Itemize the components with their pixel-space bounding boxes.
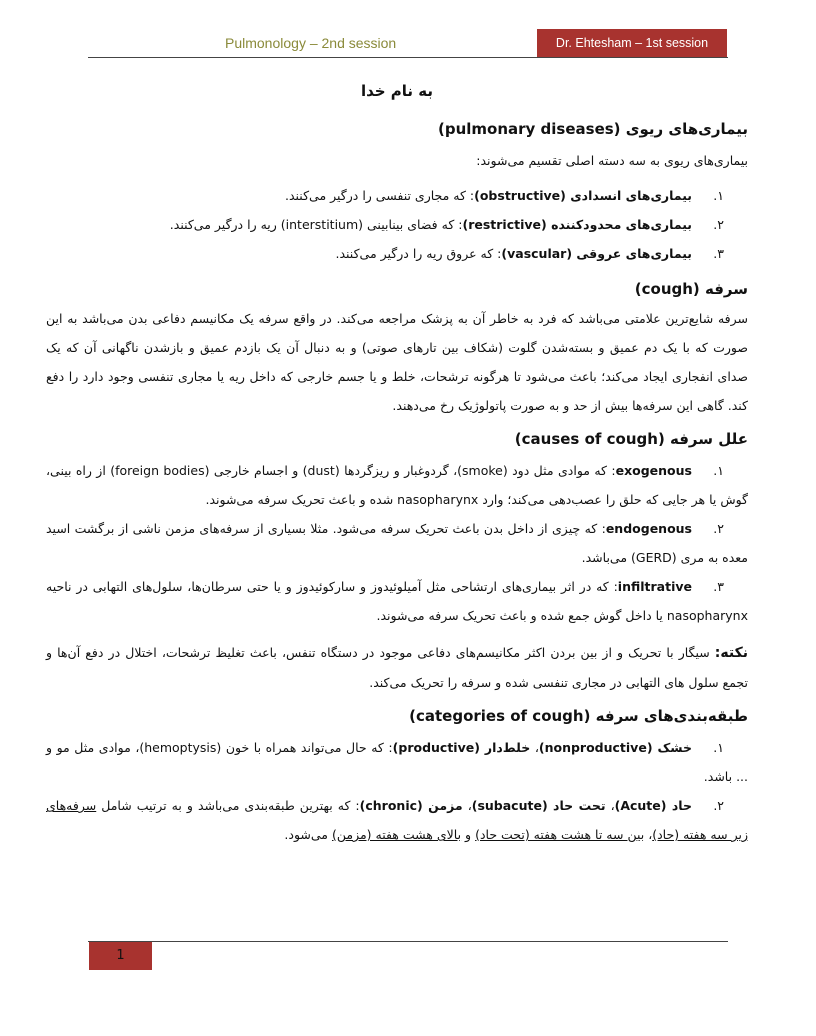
heading-causes-of-cough: علل سرفه (causes of cough) [514, 430, 748, 448]
categories-list [46, 733, 748, 849]
page-number: 1 [89, 942, 152, 970]
pulmonary-list [46, 181, 748, 268]
heading-pulmonary-diseases: بیماری‌های ریوی (pulmonary diseases) [437, 120, 748, 138]
list-item: ۳.infiltrative: که در اثر بیماری‌های ارتشاحی مثل آمیلوئیدوز و سارکوئیدوز و یا حتی سرطان‌ها، سلول‌های التهابی در ناحیه nasopharynx یا داخل گوش جمع شده و باعث تحریک سرفه می‌شوند. [46, 579, 748, 623]
heading-cough: سرفه (cough) [634, 280, 748, 298]
list-item: ۳.بیماری‌های عروقی (vascular): که عروق ریه را درگیر می‌کنند. [335, 246, 724, 261]
causes-list [46, 456, 748, 630]
bismillah-title: به نام خدا [360, 82, 434, 100]
cough-paragraph: سرفه شایع‌ترین علامتی می‌باشد که فرد به خاطر آن به پزشک مراجعه می‌کند. در واقع سرفه یک مکانیسم دفاعی بدن می‌باشد به این صورت که با یک دم عمیق و بسته‌شدن گلوت (شکاف بین تارهای صوتی) و به دنبال آن یک بازدم عمیق و بازشدن ناگهانی آن که یک صدای انفجاری ایجاد می‌کند؛ باعث می‌شود تا هرگونه ترشحات، خلط و یا جسم خارجی که داخل ریه یا مجاری تنفسی وجود دارد را دفع کند. گاهی این سرفه‌ها بیش از حد و به صورت پاتولوژیک رخ می‌دهند. [46, 311, 748, 413]
note-label: نکته: [714, 645, 748, 661]
list-item: ۱.exogenous: که موادی مثل دود (smoke)، گردوغبار و ریزگردها (dust) و اجسام خارجی (foreign bodies) از راه بینی، گوش یا هر جایی که حلق را عصب‌دهی می‌کند؛ وارد nasopharynx شده و باعث تحریک سرفه می‌شوند. [46, 463, 748, 507]
header-course-title: Pulmonology – 2nd session [225, 35, 397, 51]
header-session-badge: Dr. Ehtesham – 1st session [537, 29, 727, 58]
document-body [46, 76, 748, 849]
heading-categories-of-cough: طبقه‌بندی‌های سرفه (categories of cough) [409, 707, 748, 725]
list-item: ۲.endogenous: که چیزی از داخل بدن باعث تحریک سرفه می‌شود. مثلا بسیاری از سرفه‌های مزمن ناشی از برگشت اسید معده به مری (GERD) می‌باشد. [46, 521, 748, 565]
note-paragraph: نکته: سیگار با تحریک و از بین بردن اکثر مکانیسم‌های دفاعی موجود در دستگاه تنفس، باعث تغلیظ ترشحات، اختلال در دفع آن‌ها و تجمع سلول های التهابی در مجاری تنفسی شده و سرفه را تحریک می‌کند. [46, 645, 748, 690]
list-item: ۱.خشک (nonproductive)، خلط‌دار (productive): که حال می‌تواند همراه با خون (hemoptysis)، موادی مثل مو و ... باشد. [46, 740, 748, 784]
list-item: ۱.بیماری‌های انسدادی (obstructive): که مجاری تنفسی را درگیر می‌کنند. [285, 188, 724, 203]
pulmonary-intro: بیماری‌های ریوی به سه دسته اصلی تقسیم می‌شوند: [476, 153, 748, 168]
list-item: ۲.بیماری‌های محدودکننده (restrictive): که فضای بینابینی (interstitium) ریه را درگیر می‌کنند. [169, 217, 724, 232]
footer-divider [88, 941, 728, 942]
header-divider [88, 57, 728, 58]
list-item: ۲.حاد (Acute)، تحت حاد (subacute)، مزمن (chronic): که بهترین طبقه‌بندی می‌باشد و به ترتیب شامل سرفه‌های زیر سه هفته (حاد)، بین سه تا هشت هفته (تحت حاد) و بالای هشت هفته (مزمن) می‌شود. [46, 798, 748, 842]
